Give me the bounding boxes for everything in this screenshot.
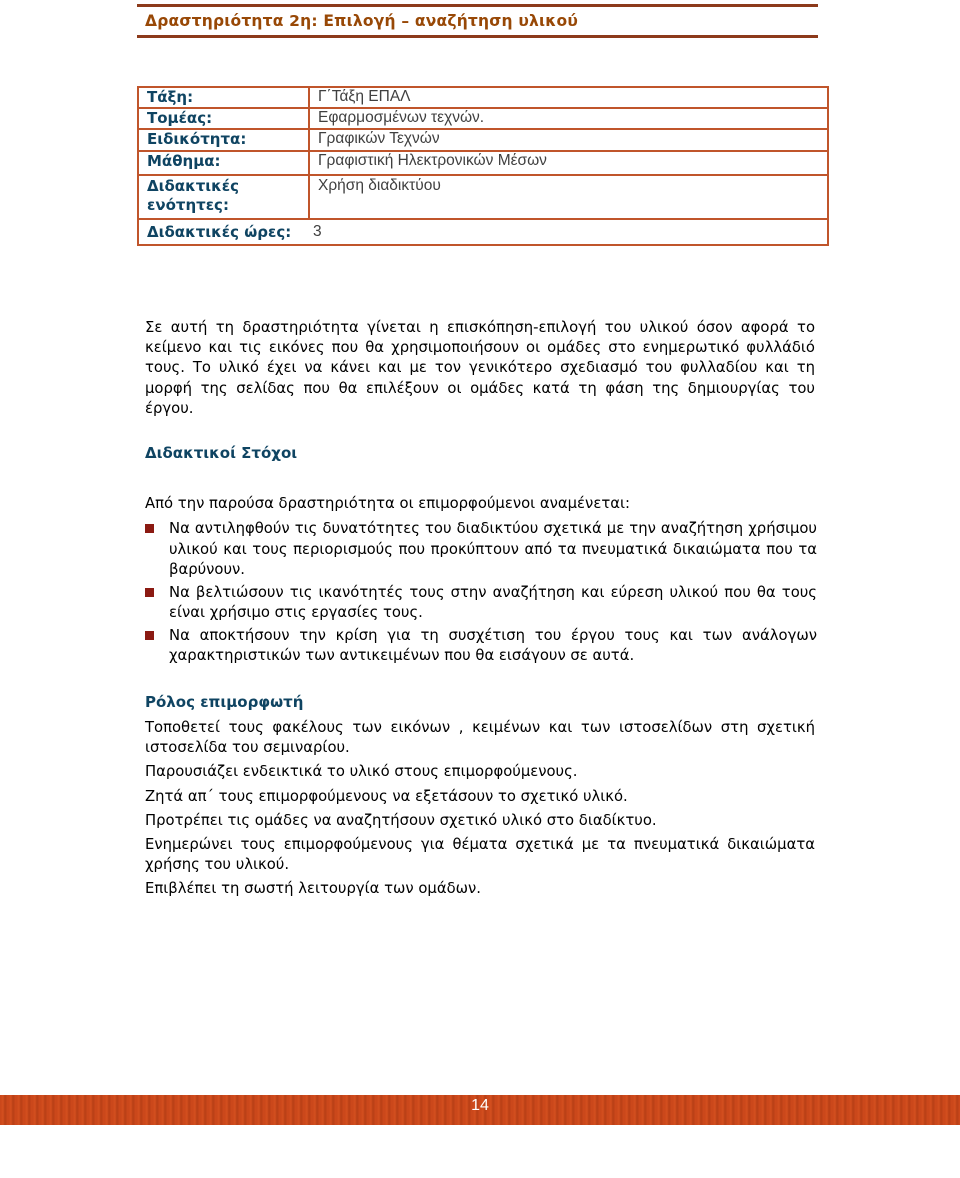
row-value-course: Γραφιστική Ηλεκτρονικών Μέσων xyxy=(309,151,828,175)
page-number: 14 xyxy=(471,1097,489,1114)
square-bullet-icon xyxy=(145,631,154,640)
row-value-hours: 3 xyxy=(309,219,828,245)
square-bullet-icon xyxy=(145,524,154,533)
list-item xyxy=(145,583,817,624)
page-header xyxy=(137,4,818,38)
table-row xyxy=(138,175,828,219)
row-value-sector: Εφαρμοσμένων τεχνών. xyxy=(309,108,828,129)
row-label-course: Μάθημα: xyxy=(138,151,309,175)
list-item xyxy=(145,519,817,581)
role-paragraph: Τοποθετεί τους φακέλους των εικόνων , κειμένων και των ιστοσελίδων στη σχετική ιστοσελίδα του σεμιναρίου. xyxy=(145,719,815,757)
role-paragraph: Ζητά απ΄ τους επιμορφούμενους να εξετάσουν το σχετικό υλικό. xyxy=(145,787,628,805)
row-value-class: Γ΄Τάξη ΕΠΑΛ xyxy=(309,87,828,108)
goal-text: Να αντιληφθούν τις δυνατότητες του διαδικτύου σχετικά με την αναζήτηση χρήσιμου υλικού και τους περιορισμούς που προκύπτουν από τα πνευματικά δικαιώματα που τα βαρύνουν. xyxy=(169,520,817,578)
role-paragraph: Ενημερώνει τους επιμορφούμενους για θέματα σχετικά με τα πνευματικά δικαιώματα χρήσης του υλικού. xyxy=(145,836,815,874)
table-row xyxy=(138,129,828,151)
goals-heading: Διδακτικοί Στόχοι xyxy=(145,444,298,462)
table-row xyxy=(138,151,828,175)
table-row xyxy=(138,219,828,245)
table-row xyxy=(138,108,828,129)
row-value-specialty: Γραφικών Τεχνών xyxy=(309,129,828,151)
role-paragraph: Προτρέπει τις ομάδες να αναζητήσουν σχετικό υλικό στο διαδίκτυο. xyxy=(145,811,657,829)
activity-title: Δραστηριότητα 2η: Επιλογή – αναζήτηση υλικού xyxy=(145,12,578,30)
goal-text: Να βελτιώσουν τις ικανότητές τους στην αναζήτηση και εύρεση υλικού που θα τους είναι χρήσιμο στις εργασίες τους. xyxy=(169,583,817,621)
intro-paragraph: Σε αυτή τη δραστηριότητα γίνεται η επισκόπηση-επιλογή του υλικού όσον αφορά το κείμενο και τις εικόνες που θα χρησιμοποιήσουν οι ομάδες στο ενημερωτικό φυλλάδιό τους. Το υλικό έχει να κάνει και με τον γενικότερο σχεδιασμό του φυλλαδίου και τη μορφή της σελίδας που θα επιλέξουν οι ομάδες κατά τη φάση της δημιουργίας του έργου. xyxy=(145,319,815,417)
trainer-role-body xyxy=(145,718,815,904)
row-value-units: Χρήση διαδικτύου xyxy=(309,175,828,219)
goals-lead: Από την παρούσα δραστηριότητα οι επιμορφούμενοι αναμένεται: xyxy=(145,495,630,512)
square-bullet-icon xyxy=(145,588,154,597)
row-label-hours: Διδακτικές ώρες: xyxy=(138,219,309,245)
goals-list xyxy=(145,519,817,669)
role-paragraph: Επιβλέπει τη σωστή λειτουργία των ομάδων. xyxy=(145,880,482,898)
row-label-class: Τάξη: xyxy=(138,87,309,108)
goal-text: Να αποκτήσουν την κρίση για τη συσχέτιση του έργου τους και των ανάλογων χαρακτηριστικών των αντικειμένων που θα εισάγουν σε αυτά. xyxy=(169,626,817,664)
table-row xyxy=(138,87,828,108)
row-label-sector: Τομέας: xyxy=(138,108,309,129)
list-item xyxy=(145,626,817,667)
trainer-role-heading: Ρόλος επιμορφωτή xyxy=(145,693,304,711)
row-label-specialty: Ειδικότητα: xyxy=(138,129,309,151)
info-table xyxy=(137,86,829,246)
row-label-units: Διδακτικές ενότητες: xyxy=(138,175,309,219)
role-paragraph: Παρουσιάζει ενδεικτικά το υλικό στους επιμορφούμενους. xyxy=(145,763,578,781)
